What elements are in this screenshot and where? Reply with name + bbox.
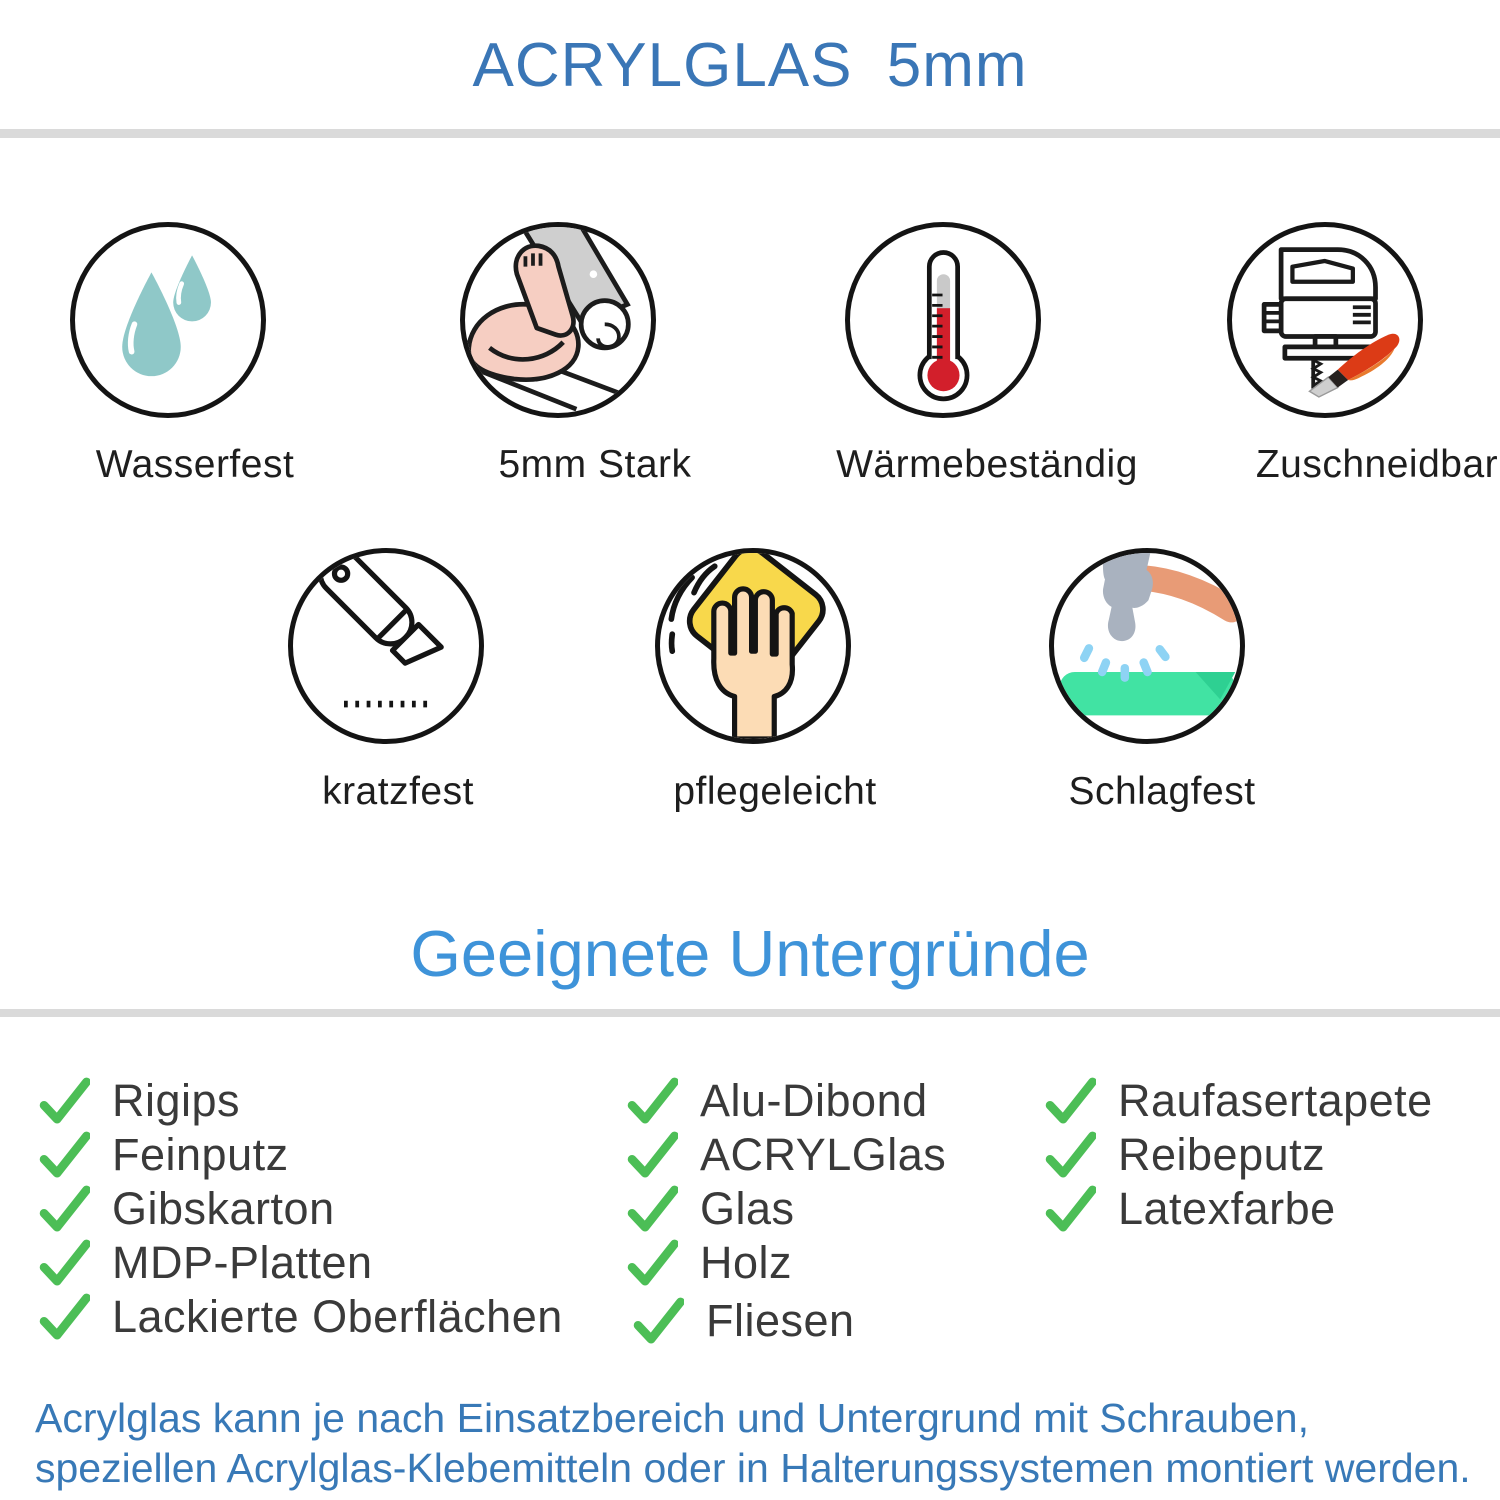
muscle-arm-roll-icon (460, 222, 656, 418)
divider-top (0, 129, 1500, 138)
list-item-label: Lackierte Oberflächen (112, 1291, 563, 1342)
utility-knife-icon (288, 548, 484, 744)
thermometer-icon (845, 222, 1041, 418)
list-item (38, 1234, 373, 1292)
feature-label: Zuschneidbar (1255, 443, 1499, 486)
green-checkmark-icon (626, 1237, 678, 1289)
green-checkmark-icon (38, 1129, 90, 1181)
feature-label: Schlagfest (1068, 770, 1256, 813)
list-item (38, 1288, 563, 1346)
feature-label: kratzfest (322, 770, 474, 813)
list-item-label: Fliesen (706, 1295, 855, 1346)
list-item (626, 1180, 795, 1238)
list-item (38, 1126, 289, 1184)
green-checkmark-icon (38, 1183, 90, 1235)
green-checkmark-icon (626, 1183, 678, 1235)
list-item-label: Gibskarton (112, 1183, 335, 1234)
list-item-label: Holz (700, 1237, 793, 1288)
green-checkmark-icon (1044, 1075, 1096, 1127)
section-title: Geeignete Untergründe (410, 917, 1090, 990)
list-item-label: Latexfarbe (1118, 1183, 1336, 1234)
list-item (38, 1180, 335, 1238)
feature-label: Wärmebeständig (836, 443, 1138, 486)
list-item (38, 1072, 240, 1130)
jigsaw-cutter-icon (1227, 222, 1423, 418)
footer-line: Acrylglas kann je nach Einsatzbereich und Untergrund mit Schrauben, (35, 1395, 1309, 1441)
green-checkmark-icon (632, 1295, 684, 1347)
list-item-label: ACRYLGlas (700, 1129, 947, 1180)
feature-label: Wasserfest (95, 443, 295, 486)
feature-label: pflegeleicht (673, 770, 877, 813)
list-item-label: Glas (700, 1183, 795, 1234)
cleaning-hand-cloth-icon (655, 548, 851, 744)
green-checkmark-icon (38, 1075, 90, 1127)
green-checkmark-icon (626, 1129, 678, 1181)
green-checkmark-icon (626, 1075, 678, 1127)
list-item (1044, 1180, 1336, 1238)
list-item (626, 1072, 928, 1130)
list-item-label: Alu-Dibond (700, 1075, 928, 1126)
page-title: ACRYLGLAS 5mm (472, 31, 1028, 100)
list-item-label: Raufasertapete (1118, 1075, 1433, 1126)
footer-note (35, 1393, 1485, 1493)
list-item-label: MDP-Platten (112, 1237, 373, 1288)
feature-label: 5mm Stark (498, 443, 692, 486)
list-item (1044, 1072, 1433, 1130)
list-item-label: Reibeputz (1118, 1129, 1326, 1180)
green-checkmark-icon (1044, 1183, 1096, 1235)
water-drops-icon (70, 222, 266, 418)
green-checkmark-icon (38, 1237, 90, 1289)
green-checkmark-icon (38, 1291, 90, 1343)
list-item (626, 1234, 792, 1292)
list-item (626, 1126, 946, 1184)
footer-line: speziellen Acrylglas-Klebemitteln oder in Halterungssystemen montiert werden. (35, 1445, 1471, 1491)
list-item (1044, 1126, 1325, 1184)
list-item-label: Feinputz (112, 1129, 289, 1180)
hammer-impact-icon (1049, 548, 1245, 744)
list-item (632, 1292, 855, 1350)
green-checkmark-icon (1044, 1129, 1096, 1181)
list-item-label: Rigips (112, 1075, 241, 1126)
divider-section (0, 1009, 1500, 1017)
